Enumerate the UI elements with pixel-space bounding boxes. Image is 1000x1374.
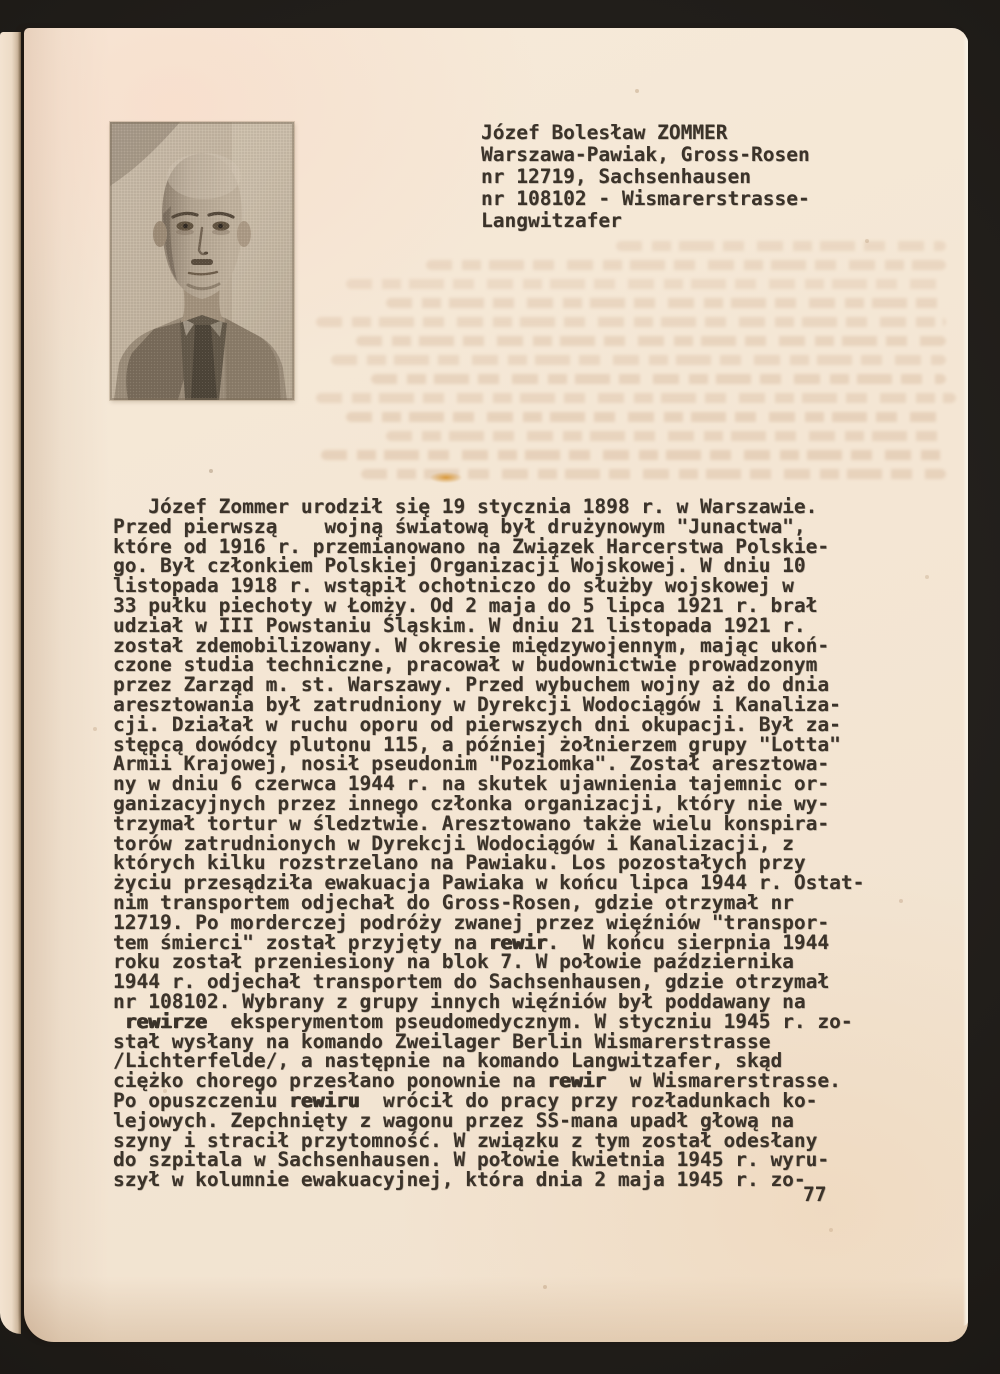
body-line: stępcą dowódcy plutonu 115, a później żołnierzem grupy "Lotta" <box>113 732 841 756</box>
header-line: nr 108102 - Wismarerstrasse- <box>481 187 810 210</box>
body-line: został zdemobilizowany. W okresie międzywojennym, mając ukoń- <box>113 633 830 657</box>
book-page <box>24 28 968 1342</box>
body-line: do szpitala w Sachsenhausen. W połowie kwietnia 1945 r. wyru- <box>113 1148 830 1172</box>
body-line: życiu przesądziła ewakuacja Pawiaka w końcu lipca 1944 r. Ostat- <box>113 871 865 895</box>
body-line: tem śmierci" został przyjęty na rewir. W końcu sierpnia 1944 <box>113 930 830 954</box>
body-line: szył w kolumnie ewakuacyjnej, która dnia 2 maja 1945 r. zo- <box>113 1168 806 1192</box>
bleed-through-texture <box>316 241 946 488</box>
body-line: 12719. Po morderczej podróży zwanej przez więźniów "transpor- <box>113 910 830 934</box>
body-line: nr 108102. Wybrany z grupy innych więźniów był poddawany na <box>113 989 806 1013</box>
body-line: stał wysłany na komando Zweilager Berlin Wismarerstrasse <box>113 1029 771 1053</box>
body-line: Po opuszczeniu rewiru wrócił do pracy przy rozładunkach ko- <box>113 1088 818 1112</box>
body-line: listopada 1918 r. wstąpił ochotniczo do służby wojskowej w <box>113 574 794 598</box>
body-line: torów zatrudnionych w Dyrekcji Wodociągów i Kanalizacji, z <box>113 831 794 855</box>
biography-text <box>113 497 864 1190</box>
header-line: Langwitzafer <box>481 209 622 232</box>
page-right-edge <box>963 36 968 1326</box>
body-line: cji. Działał w ruchu oporu od pierwszych dni okupacji. Był za- <box>113 712 841 736</box>
body-line: /Lichterfelde/, a następnie na komando Langwitzafer, skąd <box>113 1049 783 1073</box>
body-line: nim transportem odjechał do Gross-Rosen, gdzie otrzymał nr <box>113 890 794 914</box>
header-line: Warszawa-Pawiak, Gross-Rosen <box>481 143 810 166</box>
body-line: czone studia techniczne, pracował w budownictwie prowadzonym <box>113 653 818 677</box>
header-line: Józef Bolesław ZOMMER <box>481 121 728 144</box>
page-number: 77 <box>803 1183 827 1206</box>
body-line: których kilku rozstrzelano na Pawiaku. Los pozostałych przy <box>113 851 806 875</box>
body-line: udział w III Powstaniu Śląskim. W dniu 21 listopada 1921 r. <box>113 613 806 637</box>
paper-stain <box>430 472 462 483</box>
previous-page-edge <box>0 32 21 1334</box>
portrait-photo-image <box>110 122 294 400</box>
body-line: trzymał tortur w śledztwie. Aresztowano także wielu konspira- <box>113 811 830 835</box>
body-line: go. Był członkiem Polskiej Organizacji Wojskowej. W dniu 10 <box>113 554 806 578</box>
body-line: Józef Zommer urodził się 19 stycznia 1898 r. w Warszawie. <box>113 495 818 518</box>
body-line: 33 pułku piechoty w Łomży. Od 2 maja do 5 lipca 1921 r. brał <box>113 593 818 617</box>
paper-specks <box>24 28 26 30</box>
body-line: lejowych. Zepchnięty z wagonu przez SS-mana upadł głową na <box>113 1108 794 1132</box>
body-line: przez Zarząd m. st. Warszawy. Przed wybuchem wojny aż do dnia <box>113 673 830 697</box>
body-line: ciężko chorego przesłano ponownie na rewir w Wismarerstrasse. <box>113 1069 841 1093</box>
body-line: ny w dniu 6 czerwca 1944 r. na skutek ujawnienia tajemnic or- <box>113 772 830 796</box>
body-line: Armii Krajowej, nosił pseudonim "Poziomka". Został aresztowa- <box>113 752 830 776</box>
body-line: aresztowania był zatrudniony w Dyrekcji Wodociągów i Kanaliza- <box>113 692 841 716</box>
body-line: które od 1916 r. przemianowano na Związek Harcerstwa Polskie- <box>113 534 830 558</box>
header-line: nr 12719, Sachsenhausen <box>481 165 752 188</box>
body-line: rewirze eksperymentom pseudomedycznym. W styczniu 1945 r. zo- <box>124 1009 853 1033</box>
body-line: 1944 r. odjechał transportem do Sachsenhausen, gdzie otrzymał <box>113 970 830 994</box>
body-line: szyny i stracił przytomność. W związku z tym został odesłany <box>113 1128 818 1152</box>
prisoner-info-header <box>481 122 810 232</box>
prisoner-portrait-photo <box>110 122 294 400</box>
body-line: Przed pierwszą wojną światową był drużynowym "Junactwa", <box>113 514 806 538</box>
body-line: roku został przeniesiony na blok 7. W połowie października <box>113 950 794 974</box>
body-line: ganizacyjnych przez innego członka organizacji, który nie wy- <box>113 791 830 815</box>
